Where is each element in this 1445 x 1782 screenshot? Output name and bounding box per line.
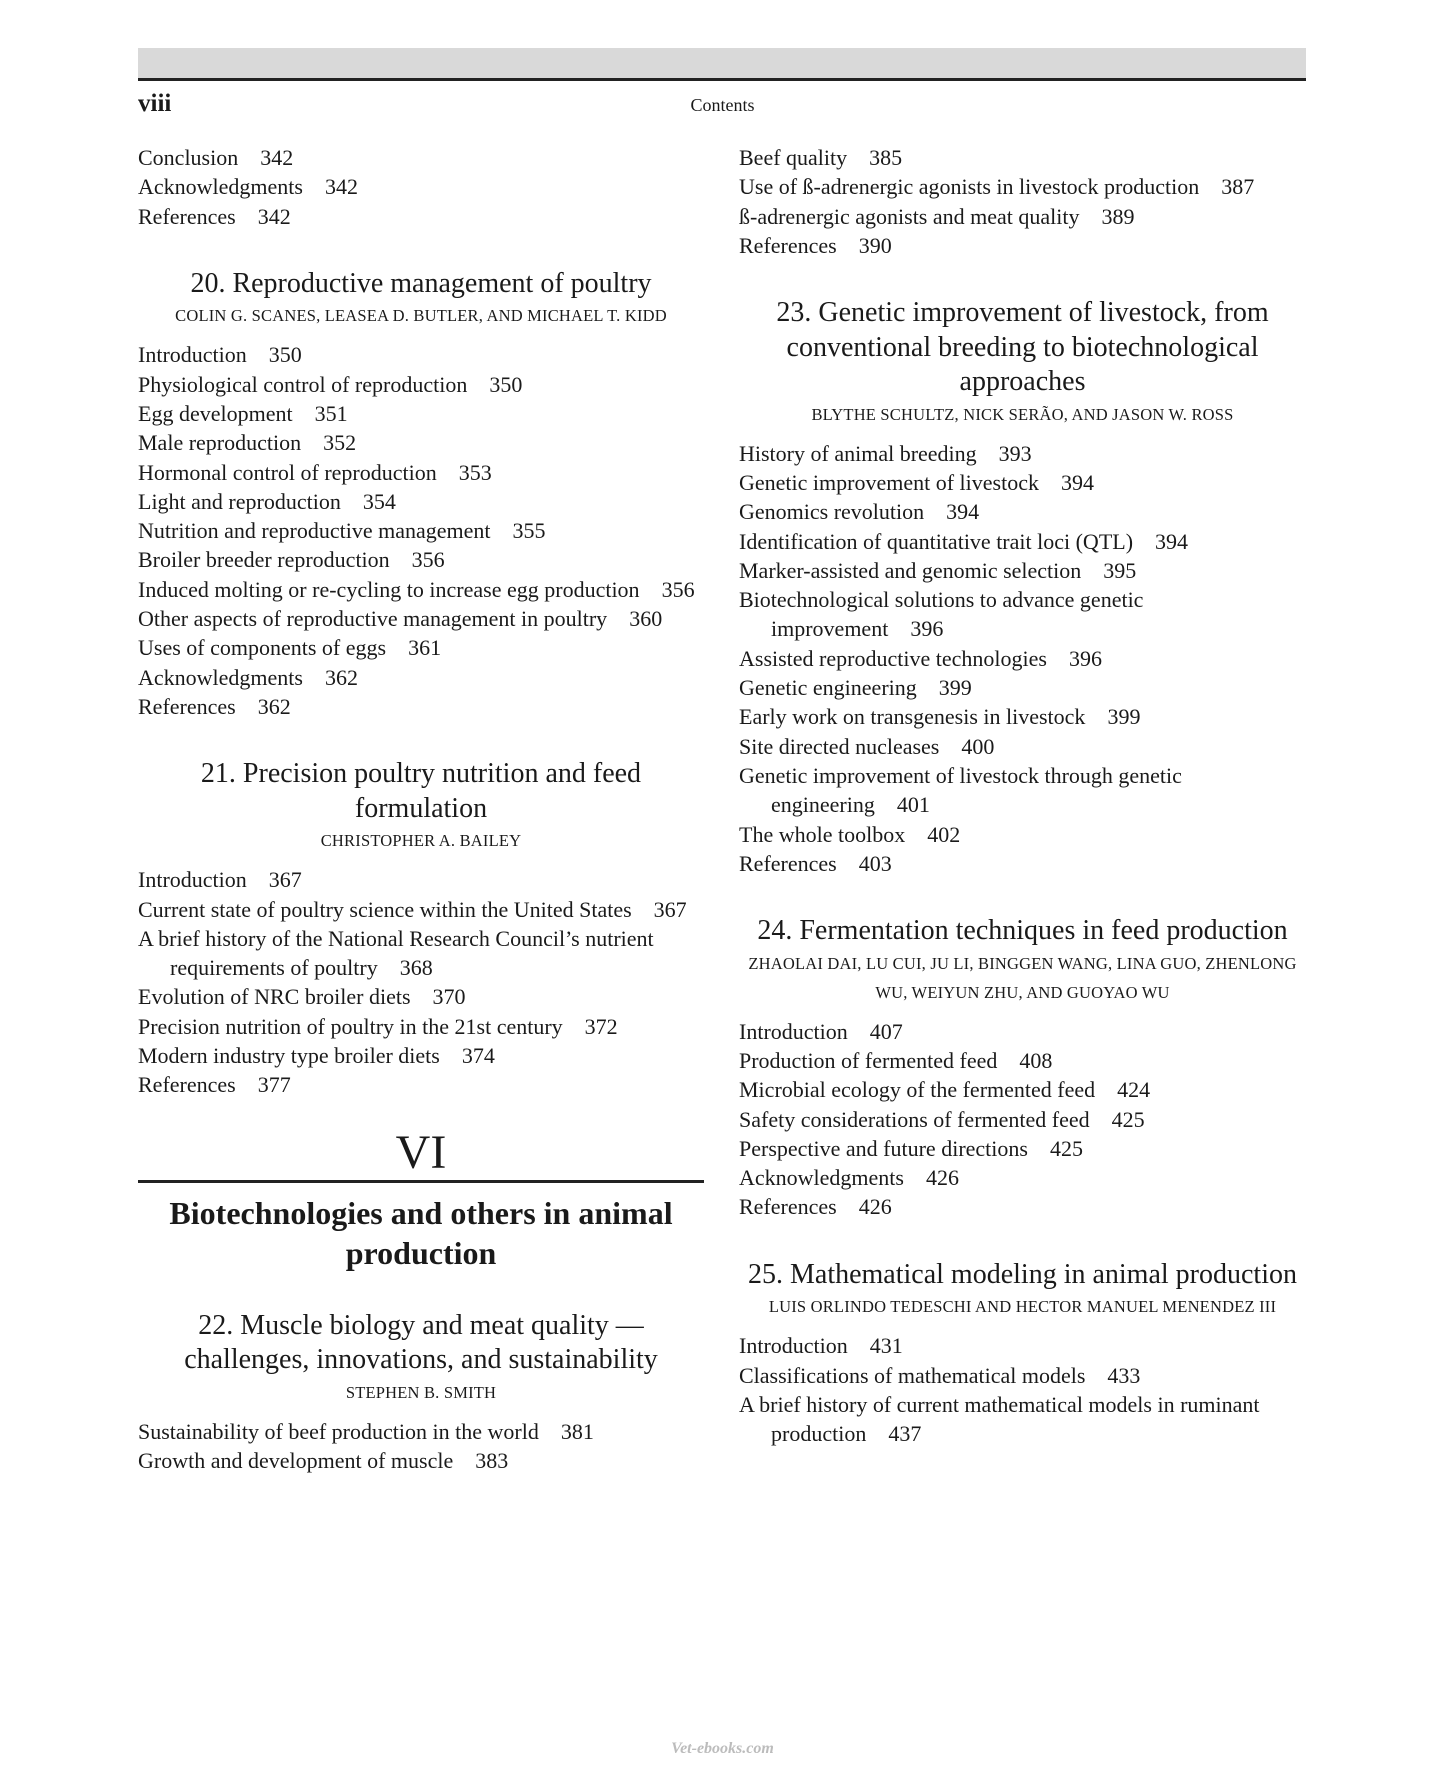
toc-entry[interactable] (739, 644, 1306, 673)
toc-entry[interactable] (138, 575, 704, 604)
toc-list (138, 865, 704, 1099)
left-column (138, 143, 704, 1475)
toc-entry[interactable] (138, 340, 704, 369)
toc-entry[interactable] (739, 1134, 1306, 1163)
toc-page-number: 437 (888, 1421, 922, 1447)
toc-page-number: 356 (661, 576, 695, 602)
toc-page-number: 387 (1221, 174, 1255, 200)
toc-page-number: 381 (560, 1418, 594, 1444)
toc-page-number: 355 (512, 518, 546, 544)
toc-page-number: 394 (1060, 469, 1094, 495)
toc-entry-title: Acknowledgments (138, 174, 303, 200)
toc-page-number: 396 (910, 616, 944, 642)
toc-entry-title: Identification of quantitative trait loci (QTL) (739, 528, 1134, 554)
toc-entry-title: References (739, 850, 837, 876)
toc-entry[interactable] (739, 1331, 1306, 1360)
toc-entry[interactable] (739, 732, 1306, 761)
toc-page-number: 353 (458, 459, 492, 485)
toc-entry[interactable] (138, 895, 704, 924)
toc-entry-title: Early work on transgenesis in livestock (739, 704, 1086, 730)
toc-page-number: 426 (925, 1165, 959, 1191)
toc-entry-title: References (138, 1072, 236, 1098)
toc-entry[interactable] (739, 849, 1306, 878)
toc-list (739, 439, 1306, 878)
toc-entry-title: Perspective and future directions (739, 1135, 1028, 1161)
toc-entry-title: Induced molting or re-cycling to increase egg production (138, 576, 640, 602)
toc-entry-title: A brief history of current mathematical models in ruminant production (739, 1391, 1260, 1447)
toc-entry-title: Acknowledgments (739, 1165, 904, 1191)
toc-entry-title: References (739, 232, 837, 258)
toc-page-number: 370 (432, 984, 466, 1010)
watermark: Vet-ebooks.com (671, 1740, 774, 1757)
toc-page-number: 394 (946, 499, 980, 525)
toc-entry[interactable] (138, 143, 704, 172)
toc-entry[interactable] (138, 1417, 704, 1446)
chapter-authors: LUIS ORLINDO TEDESCHI AND HECTOR MANUEL MENENDEZ III (768, 1297, 1277, 1317)
chapter-authors: CHRISTOPHER A. BAILEY (320, 831, 522, 851)
toc-entry-title: Introduction (138, 342, 247, 368)
toc-entry[interactable] (138, 692, 704, 721)
toc-entry-title: Assisted reproductive technologies (739, 645, 1047, 671)
toc-entry-title: Male reproduction (138, 430, 302, 456)
toc-entry-title: Modern industry type broiler diets (138, 1043, 440, 1069)
toc-page-number: 425 (1111, 1106, 1145, 1132)
toc-page-number: 367 (268, 867, 302, 893)
toc-page-number: 407 (869, 1018, 903, 1044)
toc-page-number: 368 (399, 955, 433, 981)
toc-entry-title: A brief history of the National Research Council’s nutrient requirements of poultry (138, 925, 654, 981)
running-head: Contents (690, 95, 755, 115)
chapter-title[interactable]: 25. Mathematical modeling in animal production (748, 1258, 1297, 1290)
toc-entry[interactable] (739, 556, 1306, 585)
toc-page-number: 342 (324, 174, 358, 200)
toc-entry-title: Genomics revolution (739, 499, 925, 525)
toc-entry[interactable] (739, 761, 1306, 820)
toc-entry[interactable] (739, 820, 1306, 849)
toc-page-number: 401 (896, 792, 930, 818)
toc-entry[interactable] (138, 633, 704, 662)
toc-entry[interactable] (138, 545, 704, 574)
toc-entry[interactable] (739, 1075, 1306, 1104)
toc-page-number: 350 (489, 371, 523, 397)
chapter-title[interactable]: 23. Genetic improvement of livestock, from conventional breeding to biotechnological approaches (776, 297, 1269, 398)
toc-entry[interactable] (739, 172, 1306, 201)
toc-entry[interactable] (739, 497, 1306, 526)
toc-page-number: 367 (653, 896, 687, 922)
toc-entry[interactable] (138, 865, 704, 894)
toc-entry-title: Physiological control of reproduction (138, 371, 468, 397)
toc-entry[interactable] (138, 399, 704, 428)
toc-entry-title: Sustainability of beef production in the world (138, 1418, 539, 1444)
chapter-title[interactable]: 20. Reproductive management of poultry (190, 267, 652, 299)
toc-page-number: 342 (257, 203, 291, 229)
toc-entry-title: Introduction (138, 867, 247, 893)
toc-entry[interactable] (739, 1361, 1306, 1390)
toc-page-number: 425 (1049, 1135, 1083, 1161)
toc-page-number: 354 (362, 488, 396, 514)
toc-list (138, 143, 704, 231)
toc-entry-title: History of animal breeding (739, 440, 977, 466)
toc-entry-title: Uses of components of eggs (138, 635, 387, 661)
chapter-authors: COLIN G. SCANES, LEASEA D. BUTLER, AND MICHAEL T. KIDD (175, 306, 667, 326)
toc-entry-title: Conclusion (138, 145, 239, 170)
toc-entry-title: Safety considerations of fermented feed (739, 1106, 1090, 1132)
toc-page-number: 426 (858, 1194, 892, 1220)
page-folio: viii (138, 90, 172, 117)
toc-entry-title: Precision nutrition of poultry in the 21st century (138, 1013, 563, 1039)
toc-entry[interactable] (138, 663, 704, 692)
toc-entry-title: Broiler breeder reproduction (138, 547, 390, 573)
toc-entry-title: Classifications of mathematical models (739, 1362, 1086, 1388)
toc-page-number: 374 (461, 1043, 495, 1069)
toc-entry[interactable] (739, 673, 1306, 702)
toc-entry[interactable] (739, 143, 1306, 172)
chapter-authors: STEPHEN B. SMITH (345, 1382, 497, 1402)
toc-page-number: 362 (257, 693, 291, 719)
toc-entry[interactable] (138, 202, 704, 231)
toc-entry[interactable] (138, 487, 704, 516)
toc-page-number: 402 (927, 821, 961, 847)
header-bar (138, 48, 1306, 81)
toc-entry-title: Use of ß-adrenergic agonists in livestock production (739, 174, 1200, 200)
toc-page-number: 400 (961, 733, 995, 759)
toc-entry-title: Acknowledgments (138, 664, 303, 690)
toc-page-number: 433 (1107, 1362, 1141, 1388)
toc-entry[interactable] (138, 604, 704, 633)
toc-page-number: 383 (475, 1447, 509, 1473)
toc-entry[interactable] (739, 468, 1306, 497)
chapter-title[interactable]: 22. Muscle biology and meat quality — challenges, innovations, and sustainability (184, 1309, 658, 1376)
toc-entry-title: ß-adrenergic agonists and meat quality (739, 203, 1080, 229)
toc-entry[interactable] (138, 1446, 704, 1475)
toc-page-number: 393 (998, 440, 1032, 466)
toc-entry[interactable] (739, 439, 1306, 468)
toc-page-number: 361 (408, 635, 442, 661)
chapter-title[interactable]: 21. Precision poultry nutrition and feed formulation (200, 758, 642, 824)
toc-entry-title: Light and reproduction (138, 488, 341, 514)
toc-page-number: 408 (1019, 1047, 1053, 1073)
toc-entry[interactable] (739, 1105, 1306, 1134)
part-divider (138, 1180, 704, 1183)
toc-entry[interactable] (138, 516, 704, 545)
toc-page-number: 394 (1155, 528, 1189, 554)
toc-entry[interactable] (739, 1192, 1306, 1221)
toc-entry-title: Evolution of NRC broiler diets (138, 984, 411, 1010)
part-title[interactable]: Biotechnologies and others in animal production (169, 1194, 673, 1271)
toc-page-number: 424 (1117, 1077, 1151, 1103)
toc-page-number: 350 (268, 342, 302, 368)
toc-page-number: 342 (260, 145, 294, 170)
toc-entry[interactable] (739, 1017, 1306, 1046)
toc-entry-title: Beef quality (739, 145, 848, 170)
toc-page-number: 396 (1068, 645, 1102, 671)
toc-page-number: 389 (1101, 203, 1135, 229)
toc-page-number: 403 (858, 850, 892, 876)
toc-list (138, 1417, 704, 1476)
toc-entry-title: Genetic improvement of livestock through genetic engineering (739, 762, 1182, 818)
toc-entry-title: References (739, 1194, 837, 1220)
toc-page-number: 399 (938, 675, 972, 701)
chapter-title[interactable]: 24. Fermentation techniques in feed production (757, 915, 1288, 947)
toc-entry-title: Production of fermented feed (739, 1047, 998, 1073)
toc-page-number: 377 (257, 1072, 291, 1098)
toc-entry[interactable] (138, 982, 704, 1011)
toc-entry[interactable] (739, 1163, 1306, 1192)
toc-entry[interactable] (138, 370, 704, 399)
toc-entry-title: Genetic engineering (739, 675, 917, 701)
toc-page-number: 360 (629, 606, 663, 632)
toc-page-number: 390 (858, 232, 892, 258)
toc-page-number: 399 (1107, 704, 1141, 730)
toc-list (739, 143, 1306, 260)
toc-entry-title: Egg development (138, 400, 293, 426)
toc-entry-title: Marker-assisted and genomic selection (739, 557, 1082, 583)
toc-page-number: 362 (324, 664, 358, 690)
toc-page-number: 352 (323, 430, 357, 456)
toc-page-number: 385 (869, 145, 903, 170)
toc-page-number: 395 (1103, 557, 1137, 583)
toc-entry[interactable] (739, 202, 1306, 231)
part-number: VI (395, 1125, 447, 1179)
toc-entry-title: Introduction (739, 1333, 848, 1359)
toc-entry-title: Biotechnological solutions to advance genetic improvement (739, 587, 1144, 642)
right-column (739, 143, 1306, 1448)
toc-entry[interactable] (138, 1012, 704, 1041)
toc-entry-title: Growth and development of muscle (138, 1447, 454, 1473)
toc-entry-title: Nutrition and reproductive management (138, 518, 491, 544)
toc-page-number: 356 (411, 547, 445, 573)
chapter-authors: ZHAOLAI DAI, LU CUI, JU LI, BINGGEN WANG, LINA GUO, ZHENLONG WU, WEIYUN ZHU, AND GUOYAO WU (748, 953, 1297, 1002)
toc-entry[interactable] (739, 527, 1306, 556)
toc-entry-title: Hormonal control of reproduction (138, 459, 437, 485)
toc-entry-title: The whole toolbox (739, 821, 906, 847)
toc-entry[interactable] (138, 1070, 704, 1099)
toc-entry-title: Other aspects of reproductive management in poultry (138, 606, 608, 632)
toc-entry[interactable] (138, 1041, 704, 1070)
toc-entry[interactable] (739, 231, 1306, 260)
toc-entry[interactable] (739, 1390, 1306, 1449)
chapter-authors: BLYTHE SCHULTZ, NICK SERÃO, AND JASON W. ROSS (811, 404, 1234, 424)
toc-entry[interactable] (138, 458, 704, 487)
toc-entry-title: References (138, 203, 236, 229)
toc-entry[interactable] (739, 1046, 1306, 1075)
toc-entry-title: References (138, 693, 236, 719)
toc-entry-title: Introduction (739, 1018, 848, 1044)
toc-entry[interactable] (739, 585, 1306, 644)
toc-page-number: 431 (869, 1333, 903, 1359)
toc-entry[interactable] (739, 702, 1306, 731)
toc-entry-title: Genetic improvement of livestock (739, 469, 1039, 495)
toc-entry[interactable] (138, 172, 704, 201)
toc-list (138, 340, 704, 721)
toc-entry-title: Site directed nucleases (739, 733, 940, 759)
toc-list (739, 1017, 1306, 1222)
toc-entry-title: Microbial ecology of the fermented feed (739, 1077, 1096, 1103)
toc-entry-title: Current state of poultry science within the United States (138, 896, 632, 922)
toc-page-number: 351 (314, 400, 348, 426)
toc-entry[interactable] (138, 924, 704, 983)
toc-page-number: 372 (584, 1013, 618, 1039)
toc-list (739, 1331, 1306, 1448)
toc-entry[interactable] (138, 428, 704, 457)
